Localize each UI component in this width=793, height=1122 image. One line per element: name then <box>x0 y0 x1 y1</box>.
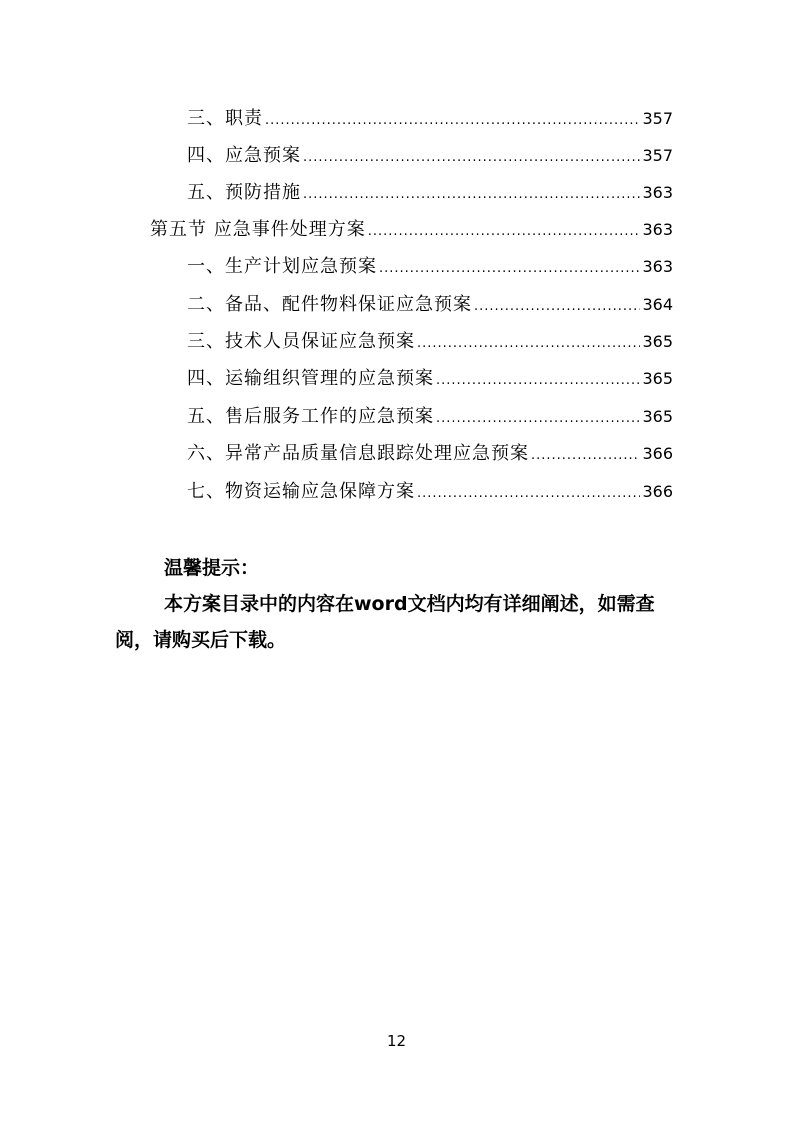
toc-entry-page: 363 <box>642 257 673 276</box>
toc-entry[interactable] <box>187 286 673 323</box>
toc-leader-dots <box>436 400 640 437</box>
toc-entry-label: 五、预防措施 <box>187 182 301 203</box>
notice-title: 温馨提示： <box>164 557 260 579</box>
toc-leader-dots <box>379 250 640 287</box>
toc-entry[interactable] <box>187 398 673 435</box>
toc-entry-label: 三、职责 <box>187 108 263 129</box>
toc-entry[interactable] <box>187 473 673 510</box>
toc-entry-page: 357 <box>642 109 673 128</box>
notice-body: 本方案目录中的内容在word文档内均有详细阐述，如需查阅，请购买后下载。 <box>115 593 655 651</box>
toc-leader-dots <box>417 325 640 362</box>
toc-leader-dots <box>303 139 640 176</box>
toc-entry-label: 七、物资运输应急保障方案 <box>187 481 415 502</box>
toc-section-entry[interactable] <box>150 211 673 248</box>
toc-entry-label: 五、售后服务工作的应急预案 <box>187 406 434 427</box>
toc-entry[interactable] <box>187 174 673 211</box>
toc-entry-page: 365 <box>642 332 673 351</box>
toc-entry-label: 四、运输组织管理的应急预案 <box>187 368 434 389</box>
toc-entry[interactable] <box>187 323 673 360</box>
toc-entry-label: 一、生产计划应急预案 <box>187 256 377 277</box>
toc-entry-label: 四、应急预案 <box>187 145 301 166</box>
toc-entry-label: 三、技术人员保证应急预案 <box>187 331 415 352</box>
toc-entry[interactable] <box>187 100 673 137</box>
toc-entry-label: 第五节 应急事件处理方案 <box>150 219 366 240</box>
toc-leader-dots <box>436 362 640 399</box>
toc-entry-page: 364 <box>642 295 673 314</box>
toc-leader-dots <box>417 475 640 512</box>
toc-entry-page: 363 <box>642 183 673 202</box>
toc-entry[interactable] <box>187 248 673 285</box>
toc-leader-dots <box>303 176 640 213</box>
toc-entry[interactable] <box>187 360 673 397</box>
toc-entry[interactable] <box>187 137 673 174</box>
toc-entry-page: 357 <box>642 146 673 165</box>
toc-leader-dots <box>531 437 640 474</box>
toc-entry-page: 365 <box>642 407 673 426</box>
toc-entry-label: 六、异常产品质量信息跟踪处理应急预案 <box>187 443 529 464</box>
toc-entry-page: 363 <box>642 220 673 239</box>
toc-entry-page: 366 <box>642 444 673 463</box>
notice-block <box>115 550 680 658</box>
toc-entry-page: 365 <box>642 369 673 388</box>
toc-leader-dots <box>474 288 640 325</box>
toc-entry[interactable] <box>187 435 673 472</box>
toc-leader-dots <box>265 102 640 139</box>
page-number: 12 <box>386 1032 407 1050</box>
toc-entry-page: 366 <box>642 482 673 501</box>
toc-entry-label: 二、备品、配件物料保证应急预案 <box>187 294 472 315</box>
toc-leader-dots <box>368 213 641 250</box>
